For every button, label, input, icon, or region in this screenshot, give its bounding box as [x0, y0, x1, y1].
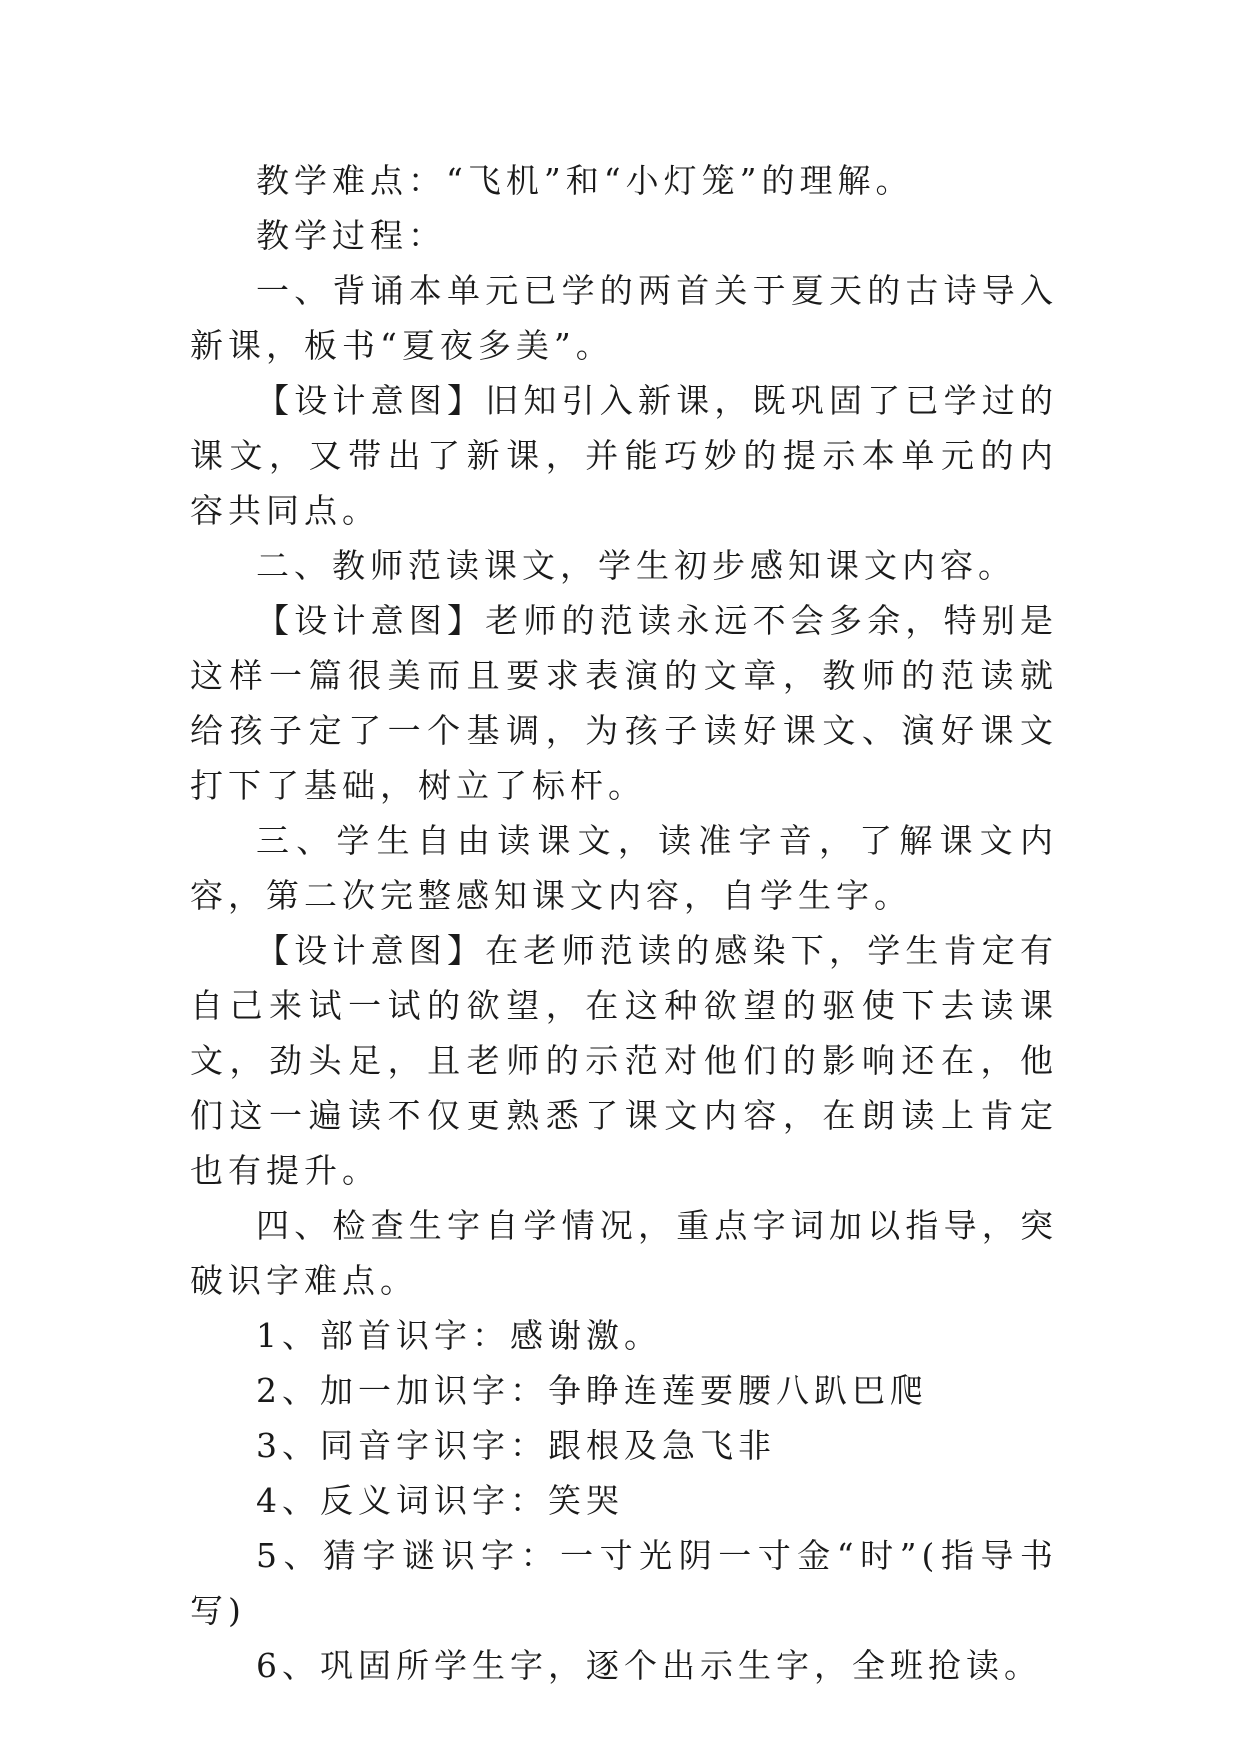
paragraph-teaching-process-heading: 教学过程： — [256, 216, 446, 255]
paragraph-design-intent-one: 【设计意图】旧知引入新课，既巩固了已学过的课文，又带出了新课，并能巧妙的提示本单元的内容共同点。 — [190, 381, 1058, 530]
list-item-add-literacy: 2、加一加识字：争睁连莲要腰八趴巴爬 — [256, 1371, 928, 1410]
paragraph-step-two: 二、教师范读课文，学生初步感知课文内容。 — [256, 546, 1016, 585]
paragraph-teaching-difficulty: 教学难点：“飞机”和“小灯笼”的理解。 — [256, 161, 914, 200]
paragraph-step-three: 三、学生自由读课文，读准字音，了解课文内容，第二次完整感知课文内容，自学生字。 — [190, 821, 1058, 915]
paragraph-step-one: 一、背诵本单元已学的两首关于夏天的古诗导入新课，板书“夏夜多美”。 — [190, 271, 1058, 365]
paragraph-step-four: 四、检查生字自学情况，重点字词加以指导，突破识字难点。 — [190, 1206, 1058, 1300]
document-body — [190, 153, 1058, 1693]
paragraph-design-intent-two: 【设计意图】老师的范读永远不会多余，特别是这样一篇很美而且要求表演的文章，教师的范读就给孩子定了一个基调，为孩子读好课文、演好课文打下了基础，树立了标杆。 — [190, 601, 1058, 805]
list-item-homophone-literacy: 3、同音字识字：跟根及急飞非 — [256, 1426, 776, 1465]
list-item-riddle-literacy: 5、猜字谜识字：一寸光阴一寸金“时”(指导书写) — [190, 1536, 1058, 1630]
list-item-antonym-literacy: 4、反义词识字：笑哭 — [256, 1481, 624, 1520]
list-item-consolidate-characters: 6、巩固所学生字，逐个出示生字，全班抢读。 — [256, 1646, 1042, 1685]
paragraph-design-intent-three: 【设计意图】在老师范读的感染下，学生肯定有自己来试一试的欲望，在这种欲望的驱使下去读课文，劲头足，且老师的示范对他们的影响还在，他们这一遍读不仅更熟悉了课文内容，在朗读上肯定也有提升。 — [190, 931, 1058, 1190]
list-item-radical-literacy: 1、部首识字：感谢激。 — [256, 1316, 662, 1355]
